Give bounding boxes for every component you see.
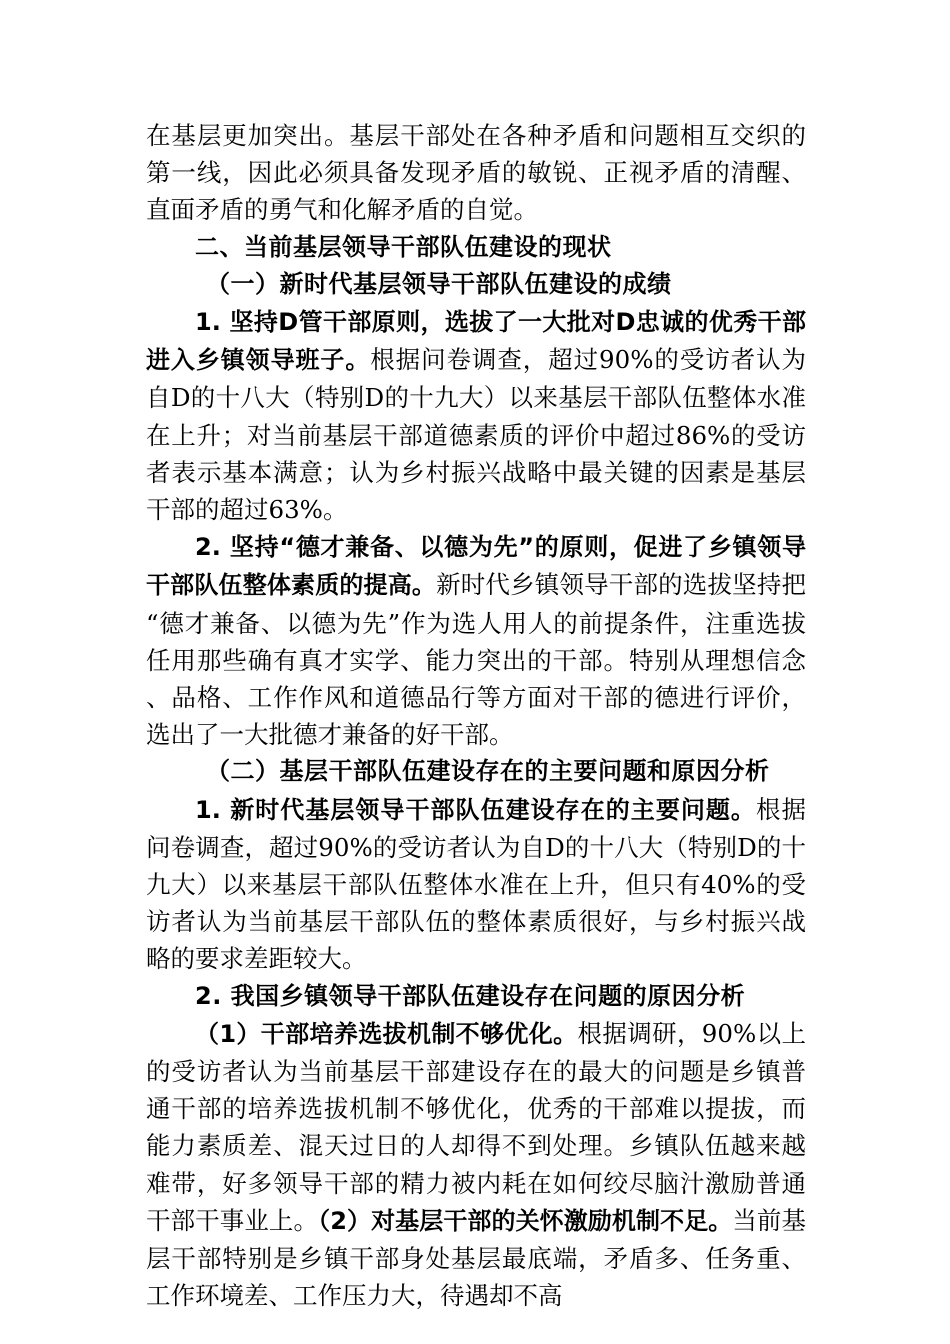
paragraph-problem-1: [146, 791, 806, 978]
paragraph-lead: 1. 坚持D管干部原则，选拔了一大批对D忠诚的优秀干部进入乡镇领导班子。: [146, 308, 806, 375]
paragraph-lead: （1）干部培养选拔机制不够优化。: [195, 1019, 578, 1048]
document-page: [146, 117, 806, 1315]
paragraph-intro: [146, 117, 806, 229]
paragraph-achievement-1: [146, 303, 806, 528]
paragraph-lead-2: （2）对基层干部的关怀激励机制不足。: [318, 1206, 733, 1235]
paragraph-achievement-2: [146, 528, 806, 753]
paragraph-text-2: 当前基层干部特别是乡镇干部身处基层最底端，矛盾多、任务重、工作环境差、工作压力大，待遇却不高: [146, 1205, 807, 1311]
subsection-heading-achievements: （一）新时代基层领导干部队伍建设的成绩: [206, 269, 672, 298]
paragraph-lead: 2. 坚持“德才兼备、以德为先”的原则，促进了乡镇领导干部队伍整体素质的提高。: [146, 533, 806, 600]
paragraph-text: 根据调研，90%以上的受访者认为当前基层干部建设存在的最大的问题是乡镇普通干部的培养选拔机制不够优化，优秀的干部难以提拔，而能力素质差、混天过日的人却得不到处理。乡镇队伍越来越难带，好多领导干部的精力被内耗在如何绞尽脑汁激励普通干部干事业上。: [146, 1018, 806, 1235]
paragraph-text: 根据问卷调查，超过90%的受访者认为自D的十八大（特别D的十九大）以来基层干部队伍整体水准在上升；对当前基层干部道德素质的评价中超过86%的受访者表示基本满意；认为乡村振兴战略中最关键的因素是基层干部的超过63%。: [146, 345, 806, 525]
section-heading-status: 二、当前基层领导干部队伍建设的现状: [195, 232, 612, 261]
paragraph-text: 在基层更加突出。基层干部处在各种矛盾和问题相互交织的第一线，因此必须具备发现矛盾的敏锐、正视矛盾的清醒、直面矛盾的勇气和化解矛盾的自觉。: [146, 121, 806, 225]
paragraph-text: 根据问卷调查，超过90%的受访者认为自D的十八大（特别D的十九大）以来基层干部队伍整体水准在上升，但只有40%的受访者认为当前基层干部队伍的整体素质很好，与乡村振兴战略的要求差距较大。: [146, 794, 807, 974]
paragraph-cause-1: [146, 1015, 806, 1315]
paragraph-lead: 1. 新时代基层领导干部队伍建设存在的主要问题。: [195, 795, 756, 824]
subsection-heading-problems: （二）基层干部队伍建设存在的主要问题和原因分析: [206, 757, 770, 786]
paragraph-text: 新时代乡镇领导干部的选拔坚持把“德才兼备、以德为先”作为选人用人的前提条件，注重选拔任用那些确有真才实学、能力突出的干部。特别从理想信念、品格、工作作风和道德品行等方面对干部的德进行评价，选出了一大批德才兼备的好干部。: [146, 570, 806, 750]
heading-cause-analysis: 2. 我国乡镇领导干部队伍建设存在问题的原因分析: [195, 981, 746, 1010]
